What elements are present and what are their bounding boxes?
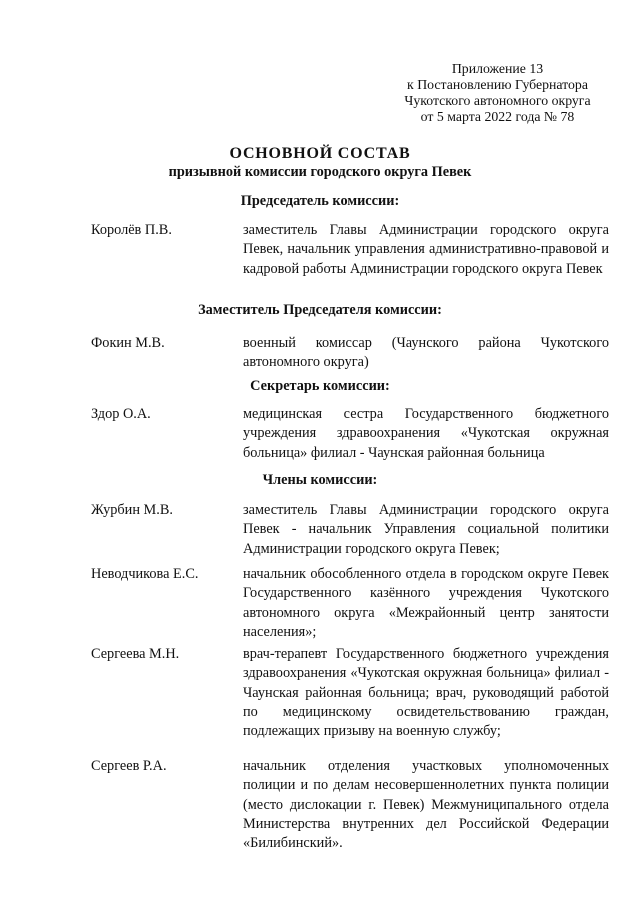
section-heading-deputy: Заместитель Председателя комиссии:: [198, 302, 442, 318]
member-description: начальник обособленного отдела в городском округе Певек Государственного казённого учреждения Чукотского автономного округа «Межрайонный центр занятости населения»;: [243, 566, 609, 640]
appendix-line-2: к Постановлению Губернатора: [407, 77, 588, 92]
member-description: врач-терапевт Государственного бюджетного учреждения здравоохранения «Чукотская окружная больница» филиал - Чаунская районная больница; врач, руководящий работой по медицинскому освидетельствованию граждан, подлежащих призыву на военную службу;: [243, 646, 609, 740]
member-name: Сергеев Р.А.: [91, 758, 167, 774]
appendix-line-4: от 5 марта 2022 года № 78: [420, 109, 575, 124]
section-heading-secretary: Секретарь комиссии:: [250, 378, 390, 394]
member-name: Журбин М.В.: [91, 502, 173, 518]
document-title: ОСНОВНОЙ СОСТАВ: [229, 145, 411, 162]
member-description-deputy: военный комиссар (Чаунского района Чукотского автономного округа): [243, 335, 609, 371]
member-name-chairman: Королёв П.В.: [91, 222, 172, 238]
member-description: заместитель Главы Администрации городского округа Певек - начальник Управления социальной политики Администрации городского округа Певек;: [243, 502, 609, 557]
section-heading-members: Члены комиссии:: [262, 472, 378, 488]
document-subtitle: призывной комиссии городского округа Певек: [168, 164, 472, 180]
member-description-chairman: заместитель Главы Администрации городского округа Певек, начальник управления административно-правовой и кадровой работы Администрации городского округа Певек: [243, 222, 609, 277]
member-name-deputy: Фокин М.В.: [91, 335, 165, 351]
member-description-secretary: медицинская сестра Государственного бюджетного учреждения здравоохранения «Чукотская окружная больница» филиал - Чаунская районная больница: [243, 406, 609, 461]
member-name: Неводчикова Е.С.: [91, 566, 199, 582]
appendix-line-1: Приложение 13: [451, 61, 544, 76]
member-name: Сергеева М.Н.: [91, 646, 180, 662]
appendix-block: [380, 61, 615, 125]
section-heading-chairman: Председатель комиссии:: [240, 193, 400, 209]
member-description: начальник отделения участковых уполномоченных полиции и по делам несовершеннолетних пункта полиции (место дислокации г. Певек) Межмуниципального отдела Министерства внутренних дел Российской Федерации «Билибинский».: [243, 758, 609, 852]
appendix-line-3: Чукотского автономного округа: [404, 93, 591, 108]
member-name-secretary: Здор О.А.: [91, 406, 151, 422]
